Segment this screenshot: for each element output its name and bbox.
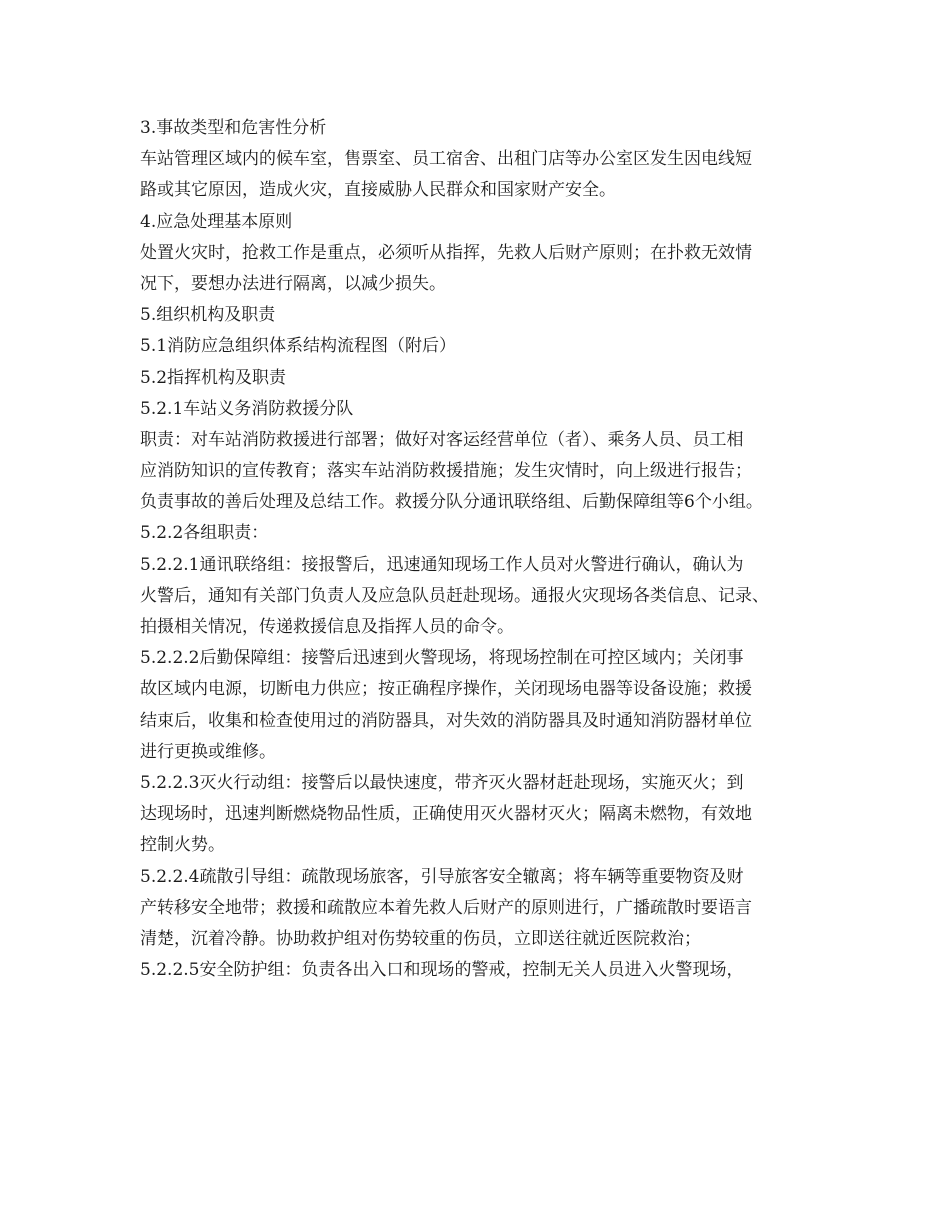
paragraph-line: 结束后，收集和检查使用过的消防器具，对失效的消防器具及时通知消防器材单位 [140, 710, 752, 731]
paragraph-line: 处置火灾时，抢救工作是重点，必须听从指挥，先救人后财产原则；在扑救无效情 [140, 242, 752, 263]
paragraph-line: 控制火势。 [140, 835, 225, 856]
paragraph-line: 负责事故的善后处理及总结工作。救援分队分通讯联络组、后勤保障组等6个小组。 [140, 492, 763, 513]
section-heading-3: 3.事故类型和危害性分析 [140, 118, 327, 138]
section-heading-5-2-1: 5.2.1车站义务消防救援分队 [140, 398, 354, 419]
paragraph-line: 清楚，沉着冷静。协助救护组对伤势较重的伤员，立即送往就近医院救治； [140, 928, 701, 949]
section-heading-4: 4.应急处理基本原则 [140, 211, 293, 232]
paragraph-line: 故区域内电源，切断电力供应；按正确程序操作，关闭现场电器等设备设施；救援 [140, 679, 752, 700]
section-heading-5-1: 5.1消防应急组织体系结构流程图（附后） [140, 336, 457, 357]
section-heading-5: 5.组织机构及职责 [140, 305, 276, 326]
paragraph-line: 进行更换或维修。 [140, 741, 276, 762]
paragraph-line: 车站管理区域内的候车室，售票室、员工宿舍、出租门店等办公室区发生因电线短 [140, 149, 752, 170]
section-heading-5-2-2: 5.2.2各组职责： [140, 523, 269, 544]
paragraph-line: 况下，要想办法进行隔离，以减少损失。 [140, 273, 446, 294]
section-heading-5-2: 5.2指挥机构及职责 [140, 367, 287, 388]
paragraph-line: 5.2.2.3灭火行动组：接警后以最快速度，带齐灭火器材赶赴现场，实施灭火；到 [140, 772, 744, 793]
document-body [140, 113, 830, 986]
paragraph-line: 职责：对车站消防救援进行部署；做好对客运经营单位（者）、乘务人员、员工相 [140, 429, 744, 450]
paragraph-line: 5.2.2.2后勤保障组：接警后迅速到火警现场，将现场控制在可控区域内；关闭事 [140, 648, 744, 669]
paragraph-line: 路或其它原因，造成火灾，直接威胁人民群众和国家财产安全。 [140, 180, 616, 201]
paragraph-line: 5.2.2.5安全防护组：负责各出入口和现场的警戒，控制无关人员进入火警现场， [140, 960, 744, 981]
paragraph-line: 达现场时，迅速判断燃烧物品性质，正确使用灭火器材灭火；隔离未燃物，有效地 [140, 804, 752, 825]
paragraph-line: 火警后，通知有关部门负责人及应急队员赶赴现场。通报火灾现场各类信息、记录、 [140, 585, 769, 606]
paragraph-line: 5.2.2.4疏散引导组：疏散现场旅客，引导旅客安全辙离；将车辆等重要物资及财 [140, 866, 744, 887]
paragraph-line: 5.2.2.1通讯联络组：接报警后，迅速通知现场工作人员对火警进行确认，确认为 [140, 554, 744, 575]
paragraph-line: 拍摄相关情况，传递救援信息及指挥人员的命令。 [140, 617, 514, 637]
paragraph-line: 产转移安全地带；救援和疏散应本着先救人后财产的原则进行，广播疏散时要语言 [140, 897, 752, 918]
paragraph-line: 应消防知识的宣传教育；落实车站消防救援措施；发生灾情时，向上级进行报告； [140, 461, 752, 482]
